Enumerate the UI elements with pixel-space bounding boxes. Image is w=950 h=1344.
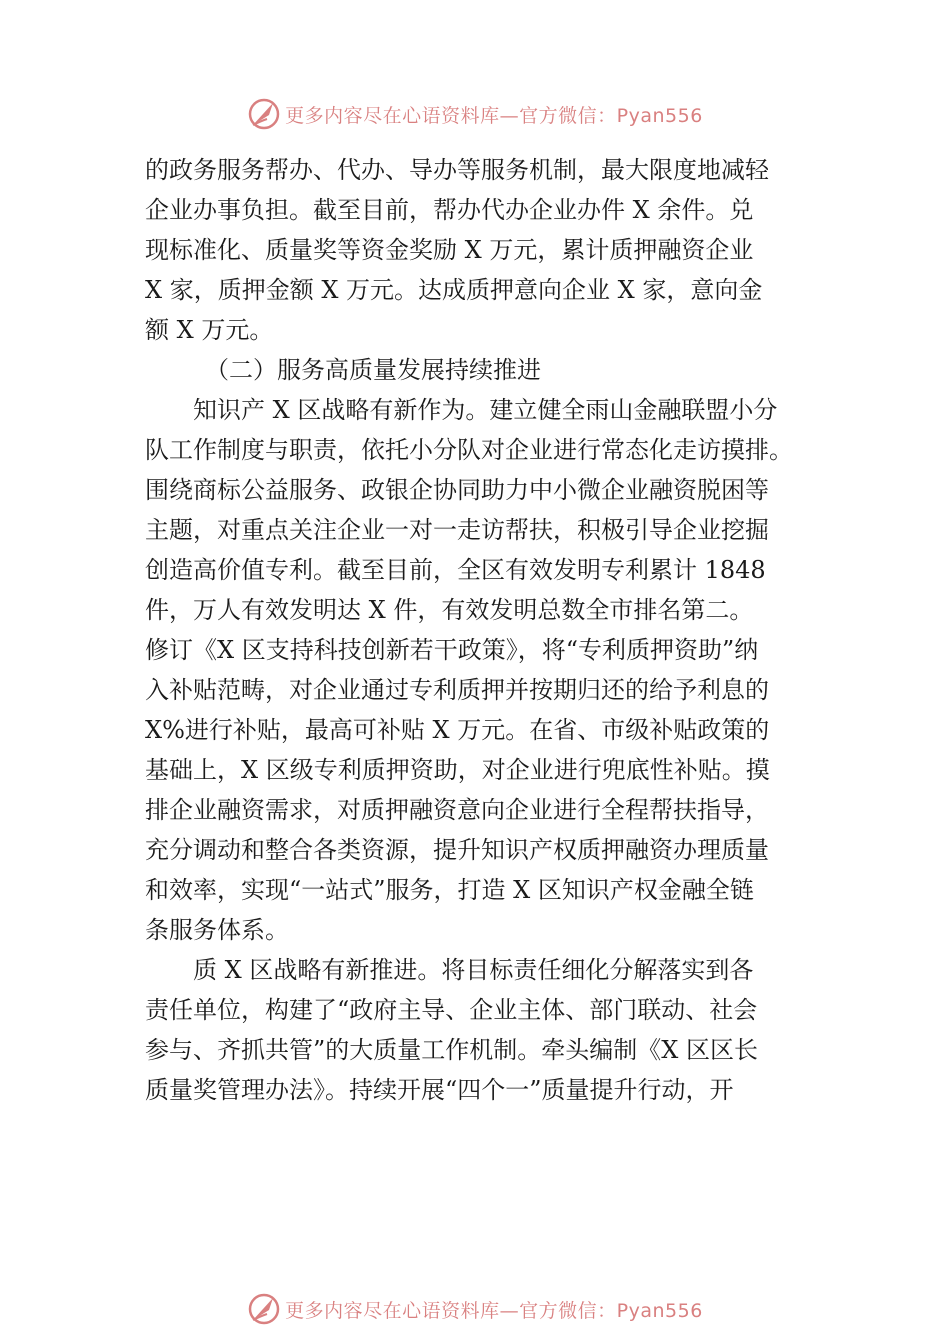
body-line: 现标准化、质量奖等资金奖励 X 万元，累计质押融资企业 [145, 236, 754, 264]
quill-logo-icon [247, 97, 281, 131]
body-line: 参与、齐抓共管”的大质量工作机制。牵头编制《X 区区长 [145, 1036, 758, 1064]
body-line: X%进行补贴，最高可补贴 X 万元。在省、市级补贴政策的 [145, 716, 770, 744]
body-line: 充分调动和整合各类资源，提升知识产权质押融资办理质量 [145, 836, 769, 864]
paragraph-start: 知识产 X 区战略有新作为。建立健全雨山金融联盟小分 [193, 396, 778, 424]
paragraph-start: 质 X 区战略有新推进。将目标责任细化分解落实到各 [193, 956, 754, 984]
body-line: 围绕商标公益服务、政银企协同助力中小微企业融资脱困等 [145, 476, 769, 504]
body-line: 质量奖管理办法》。持续开展“四个一”质量提升行动，开 [145, 1076, 734, 1104]
body-line: 创造高价值专利。截至目前，全区有效发明专利累计 1848 [145, 556, 766, 584]
body-line: 主题，对重点关注企业一对一走访帮扶，积极引导企业挖掘 [145, 516, 769, 544]
body-line: X 家，质押金额 X 万元。达成质押意向企业 X 家，意向金 [145, 276, 763, 304]
body-line: 额 X 万元。 [145, 316, 274, 344]
quill-logo-icon [247, 1292, 281, 1326]
body-line: 修订《X 区支持科技创新若干政策》，将“专利质押资助”纳 [145, 636, 759, 664]
section-heading: （二）服务高质量发展持续推进 [205, 356, 541, 384]
banner-text: 更多内容尽在心语资料库—官方微信：Pyan556 [285, 1299, 703, 1322]
body-line: 和效率，实现“一站式”服务，打造 X 区知识产权金融全链 [145, 876, 754, 904]
header-banner [0, 94, 950, 134]
body-line: 基础上，X 区级专利质押资助，对企业进行兜底性补贴。摸 [145, 756, 770, 784]
body-line: 排企业融资需求，对质押融资意向企业进行全程帮扶指导， [145, 796, 769, 824]
body-line: 队工作制度与职责，依托小分队对企业进行常态化走访摸排。 [145, 436, 793, 464]
body-line: 条服务体系。 [145, 916, 289, 944]
banner-text: 更多内容尽在心语资料库—官方微信：Pyan556 [285, 104, 703, 127]
body-line: 责任单位，构建了“政府主导、企业主体、部门联动、社会 [145, 996, 758, 1024]
wechat-id: Pyan556 [616, 1299, 703, 1322]
document-body [145, 150, 815, 1110]
body-line: 入补贴范畴，对企业通过专利质押并按期归还的给予利息的 [145, 676, 769, 704]
wechat-id: Pyan556 [616, 104, 703, 127]
body-line: 件，万人有效发明达 X 件，有效发明总数全市排名第二。 [145, 596, 754, 624]
body-line: 的政务服务帮办、代办、导办等服务机制，最大限度地减轻 [145, 156, 769, 184]
footer-banner [0, 1289, 950, 1329]
body-line: 企业办事负担。截至目前，帮办代办企业办件 X 余件。兑 [145, 196, 754, 224]
